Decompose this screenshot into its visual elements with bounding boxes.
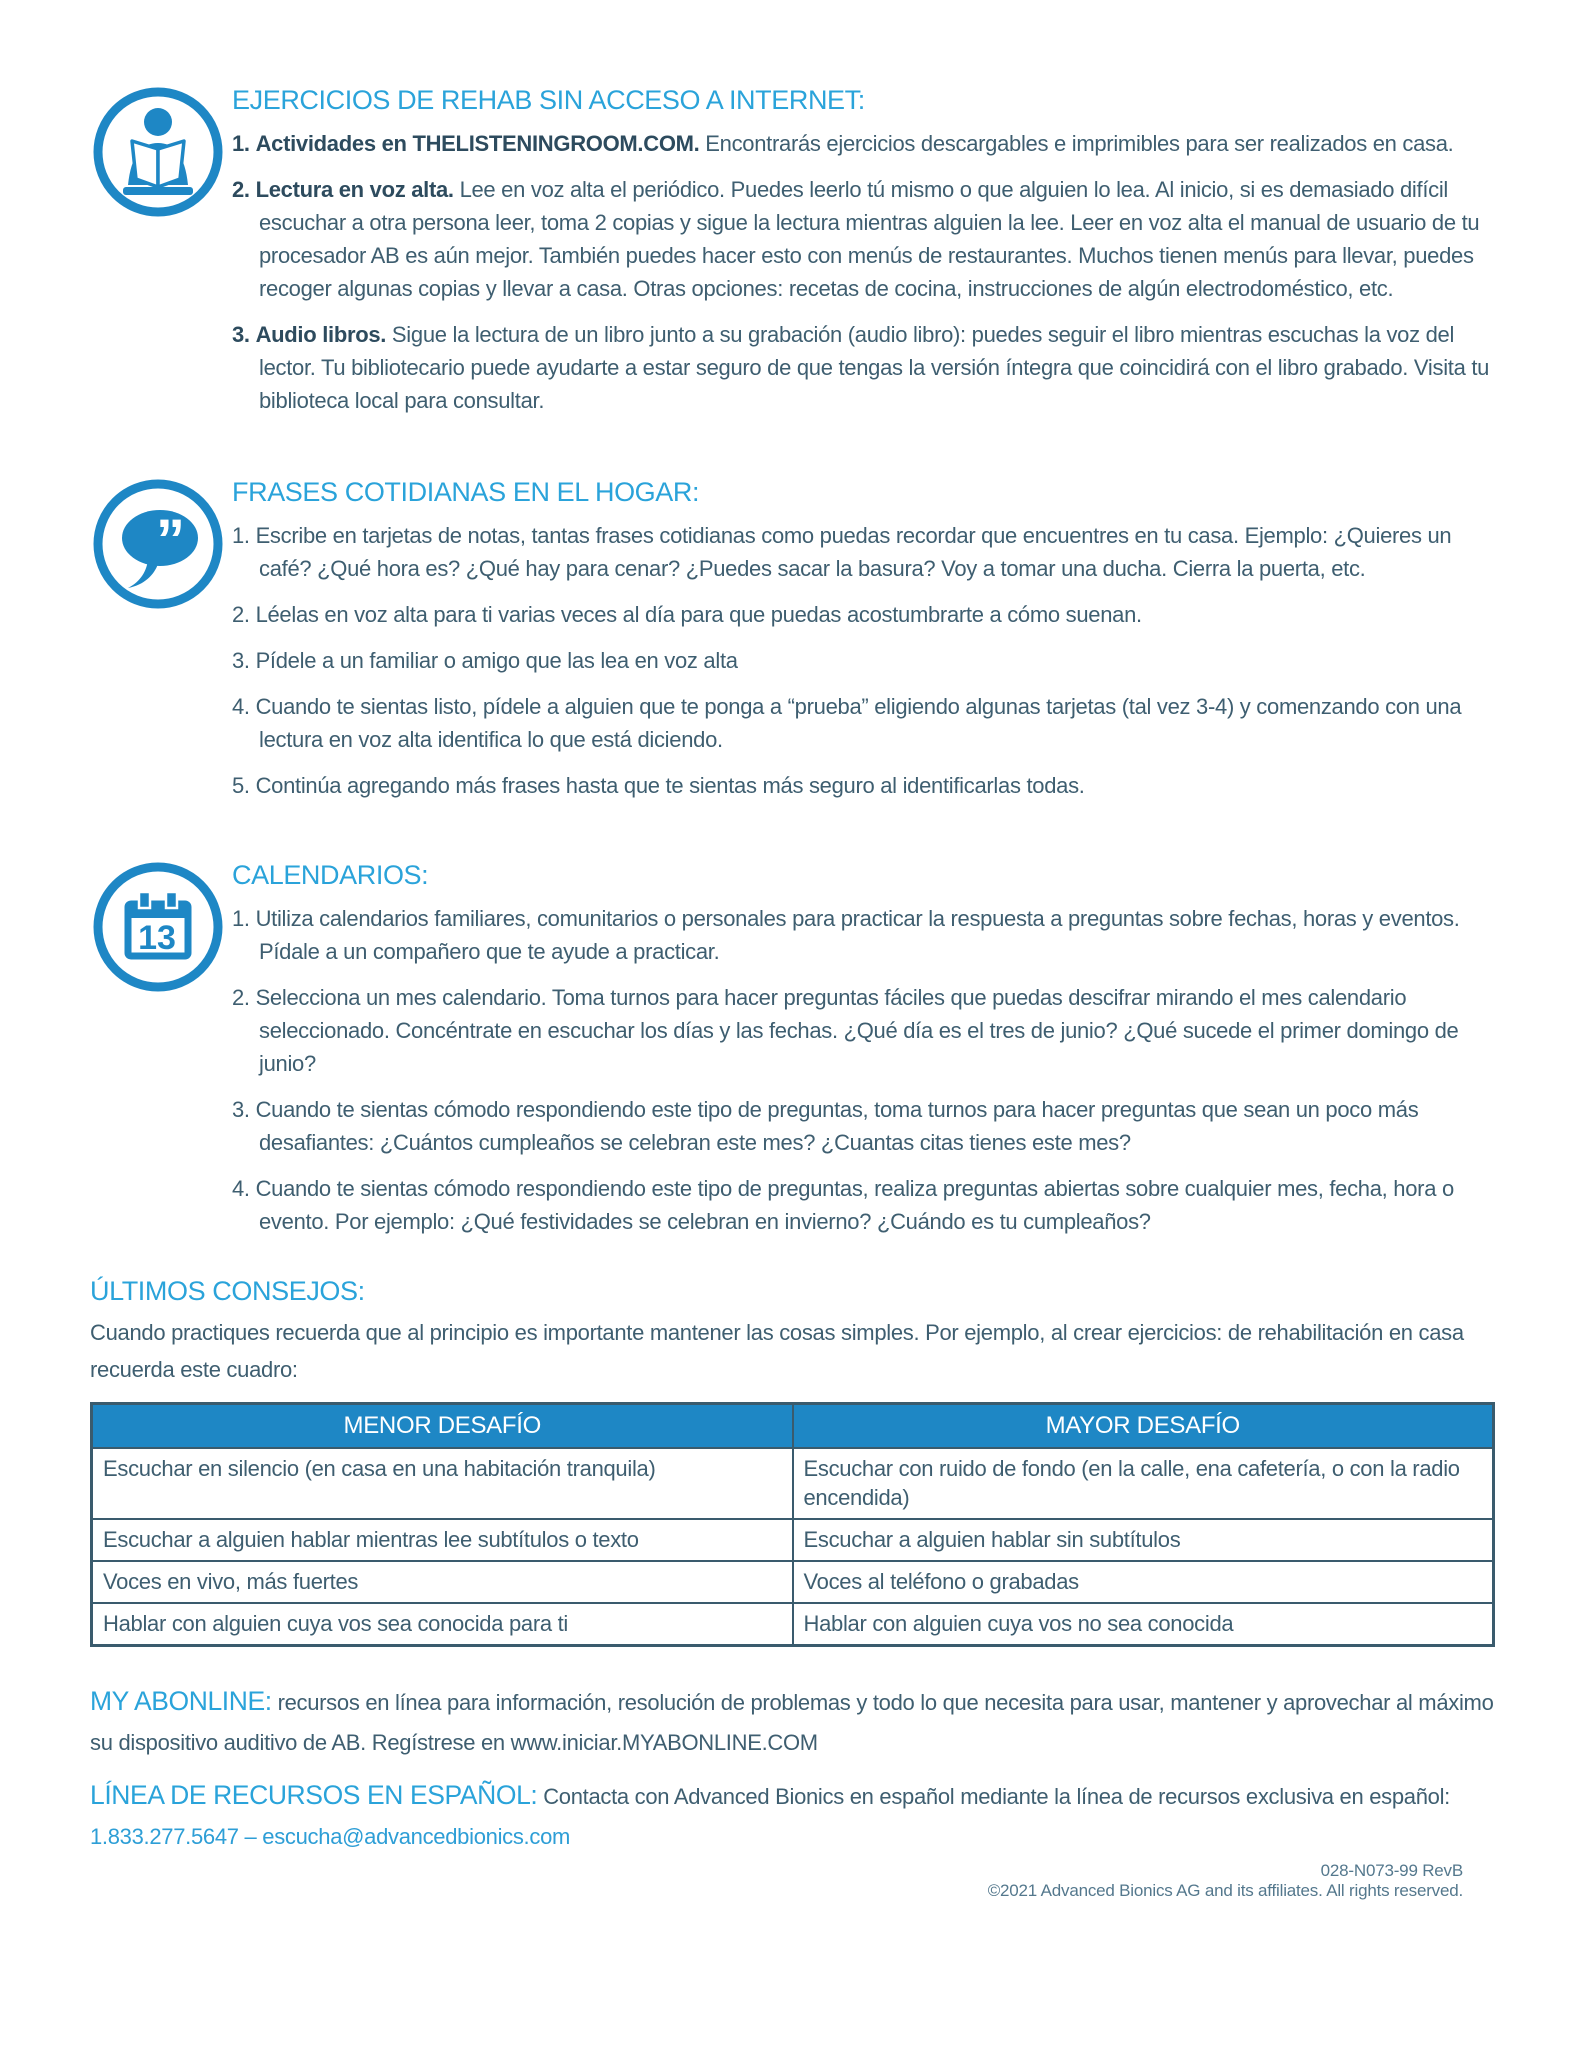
item-number: 4. [232,694,250,719]
list-item [232,1093,1495,1159]
section-frases-cotidianas [90,476,1495,815]
item-number: 5. [232,773,250,798]
list-item [232,173,1495,305]
item-number: 3. [232,648,250,673]
page-footer [90,1861,1495,1901]
linea-recursos-lead: LÍNEA DE RECURSOS EN ESPAÑOL: [90,1780,538,1810]
doc-code: 028-N073-99 RevB [1320,1861,1463,1880]
list-item [232,902,1495,968]
table-cell: Escuchar en silencio (en casa en una habitación tranquila) [92,1448,793,1519]
calendar-13-icon [90,859,226,995]
list-item [232,769,1495,802]
item-text: Pídele a un familiar o amigo que las lea en voz alta [255,648,738,673]
linea-recursos-paragraph [90,1775,1495,1857]
section-icon-column [90,859,232,995]
item-text: Encontrarás ejercicios descargables e imprimibles para ser realizados en casa. [705,131,1454,156]
item-text: Sigue la lectura de un libro junto a su grabación (audio libro): puedes seguir el libro mientras escuchas la voz del lector. Tu bibliotecario puede ayudarte a estar seguro de que tengas la versión íntegra que coincidirá con el libro grabado. Visita tu biblioteca local para consultar. [259,322,1490,413]
reading-person-icon [90,84,226,220]
abonline-text: recursos en línea para información, resolución de problemas y todo lo que necesita para usar, mantener y aprovechar al máximo su dispositivo auditivo de AB. Regístrese en www.iniciar.MYABONLINE.COM [90,1690,1494,1755]
section-title: FRASES COTIDIANAS EN EL HOGAR: [232,477,700,507]
phone-email-link[interactable]: 1.833.277.5647 – escucha@advancedbionics.com [90,1824,571,1849]
item-number: 1. [232,131,250,156]
section-icon-column [90,476,232,612]
column-header-menor-desafio: MENOR DESAFÍO [92,1404,793,1449]
linea-recursos-text: Contacta con Advanced Bionics en español mediante la línea de recursos exclusiva en español: [543,1784,1450,1809]
item-text: Selecciona un mes calendario. Toma turnos para hacer preguntas fáciles que puedas descifrar mirando el mes calendario seleccionado. Concéntrate en escuchar los días y las fechas. ¿Qué día es el tres de junio? ¿Qué sucede el primer domingo de junio? [255,985,1459,1076]
section-text-column [232,84,1495,430]
table-cell: Hablar con alguien cuya vos sea conocida para ti [92,1603,793,1646]
item-text: Cuando te sientas cómodo respondiendo este tipo de preguntas, toma turnos para hacer preguntas que sean un poco más desafiantes: ¿Cuántos cumpleaños se celebran este mes? ¿Cuantas citas tienes este mes? [255,1097,1419,1155]
list-item [232,519,1495,585]
item-lead: Actividades en THELISTENINGROOM.COM. [255,131,700,156]
list-item [232,127,1495,160]
item-number: 3. [232,322,250,347]
item-text: Cuando te sientas listo, pídele a alguien que te ponga a “prueba” eligiendo algunas tarjetas (tal vez 3-4) y comenzando con una lectura en voz alta identifica lo que está diciendo. [255,694,1462,752]
list-item [232,1172,1495,1238]
table-cell: Voces en vivo, más fuertes [92,1561,793,1603]
item-text: Escribe en tarjetas de notas, tantas frases cotidianas como puedas recordar que encuentres en tu casa. Ejemplo: ¿Quieres un café? ¿Qué hora es? ¿Qué hay para cenar? ¿Puedes sacar la basura? Voy a tomar una ducha. Cierra la puerta, etc. [255,523,1452,581]
table-cell: Voces al teléfono o grabadas [793,1561,1494,1603]
item-number: 2. [232,985,250,1010]
item-number: 2. [232,602,250,627]
section-calendarios [90,859,1495,1251]
list-item [232,644,1495,677]
item-lead: Audio libros. [255,322,387,347]
section-title: CALENDARIOS: [232,860,429,890]
table-cell: Escuchar a alguien hablar mientras lee subtítulos o texto [92,1519,793,1561]
table-header-row [92,1404,1494,1449]
section-title: EJERCICIOS DE REHAB SIN ACCESO A INTERNET: [232,85,865,115]
column-header-mayor-desafio: MAYOR DESAFÍO [793,1404,1494,1449]
consejos-intro: Cuando practiques recuerda que al principio es importante mantener las cosas simples. Por ejemplo, al crear ejercicios: de rehabilitación en casa recuerda este cuadro: [90,1320,1464,1382]
item-number: 2. [232,177,250,202]
table-cell: Escuchar a alguien hablar sin subtítulos [793,1519,1494,1561]
item-text: Lee en voz alta el periódico. Puedes leerlo tú mismo o que alguien lo lea. Al inicio, si es demasiado difícil escuchar a otra persona leer, toma 2 copias y sigue la lectura mientras alguien la lee. Leer en voz alta el manual de usuario de tu procesador AB es aún mejor. También puedes hacer esto con menús de restaurantes. Muchos tienen menús para llevar, puedes recoger algunas copias y llevar a casa. Otras opciones: recetas de cocina, instrucciones de algún electrodoméstico, etc. [259,177,1480,301]
table-row [92,1519,1494,1561]
item-text: Utiliza calendarios familiares, comunitarios o personales para practicar la respuesta a preguntas sobre fechas, horas y eventos. Pídale a un compañero que te ayude a practicar. [255,906,1460,964]
list-item [232,981,1495,1080]
section-icon-column [90,84,232,220]
section-title: ÚLTIMOS CONSEJOS: [90,1276,365,1306]
item-number: 4. [232,1176,250,1201]
abonline-lead: MY ABONLINE: [90,1686,272,1716]
section-text-column [232,476,1495,815]
challenge-table [90,1402,1495,1647]
table-cell: Hablar con alguien cuya vos no sea conocida [793,1603,1494,1646]
quote-glyph: ” [156,508,185,573]
section-ultimos-consejos [90,1275,1495,1647]
section-rehab-sin-internet [90,84,1495,430]
abonline-paragraph [90,1681,1495,1763]
item-text: Continúa agregando más frases hasta que te sientas más seguro al identificarlas todas. [255,773,1085,798]
item-number: 1. [232,523,250,548]
section-text-column [232,859,1495,1251]
list-item [232,598,1495,631]
speech-bubble-quote-icon [90,476,226,612]
calendar-day-number: 13 [138,919,176,957]
list-item [232,690,1495,756]
table-cell: Escuchar con ruido de fondo (en la calle, ena cafetería, o con la radio encendida) [793,1448,1494,1519]
item-lead: Lectura en voz alta. [255,177,454,202]
item-text: Cuando te sientas cómodo respondiendo este tipo de preguntas, realiza preguntas abiertas sobre cualquier mes, fecha, hora o evento. Por ejemplo: ¿Qué festividades se celebran en invierno? ¿Cuándo es tu cumpleaños? [255,1176,1454,1234]
item-text: Léelas en voz alta para ti varias veces al día para que puedas acostumbrarte a cómo suenan. [255,602,1142,627]
table-row [92,1603,1494,1646]
item-number: 3. [232,1097,250,1122]
table-row [92,1561,1494,1603]
table-row [92,1448,1494,1519]
item-number: 1. [232,906,250,931]
copyright-notice: ©2021 Advanced Bionics AG and its affiliates. All rights reserved. [987,1881,1463,1900]
list-item [232,318,1495,417]
